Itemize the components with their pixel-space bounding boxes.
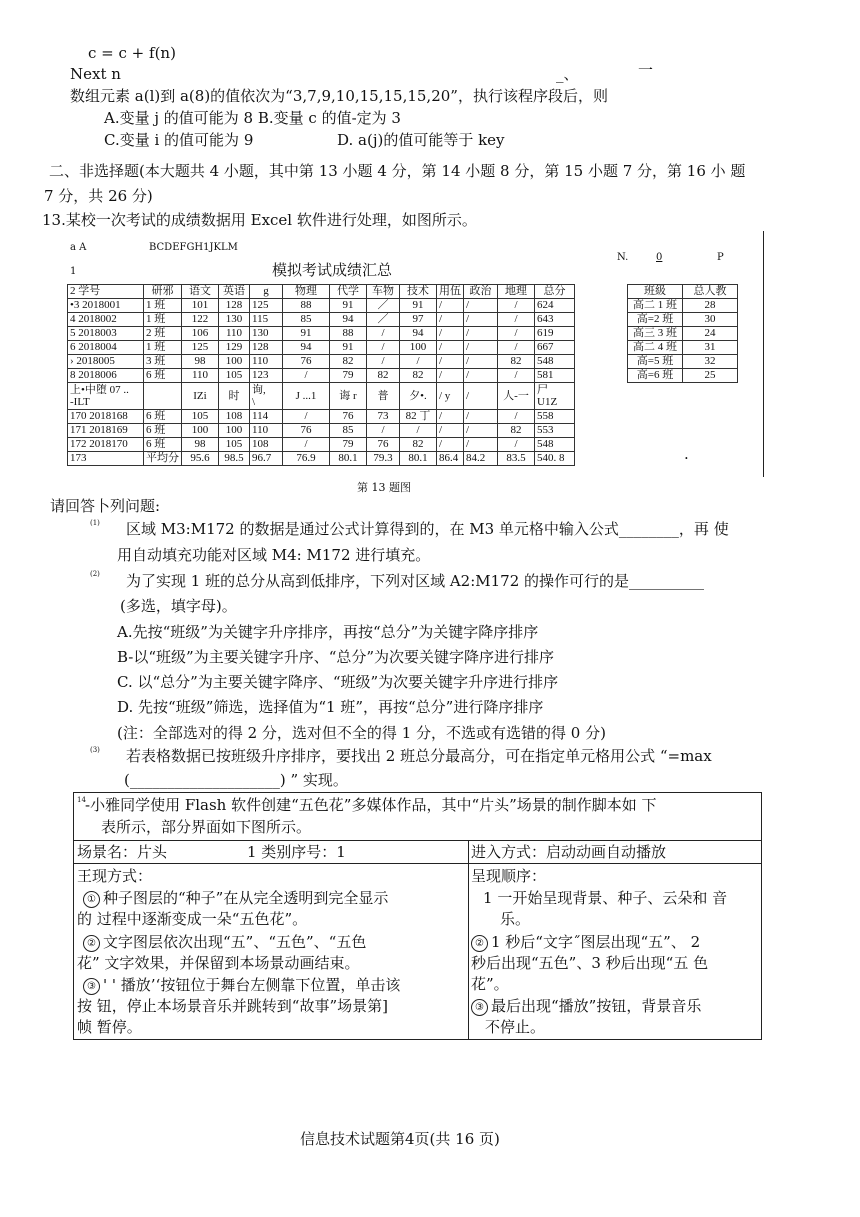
table-cell: /	[283, 438, 330, 452]
table-cell: /	[464, 299, 498, 313]
side-table-row	[628, 313, 738, 327]
table-cell: 83.5	[498, 452, 535, 466]
left-item: ① 种子图层的“种子”在从完全透明到完全显示	[83, 888, 388, 908]
table-cell: /	[464, 341, 498, 355]
table-cell	[144, 383, 182, 410]
table-cell: 76	[283, 355, 330, 369]
table-cell: /	[498, 438, 535, 452]
table-cell: 100	[182, 424, 219, 438]
table-cell: 总分	[535, 285, 575, 299]
excel-screenshot	[67, 231, 764, 477]
side-table-row	[628, 355, 738, 369]
table-cell: 96.7	[250, 452, 283, 466]
table-cell: 高二 1 班	[628, 299, 683, 313]
table-cell: 1 班	[144, 313, 182, 327]
divider	[74, 863, 761, 864]
table-cell: 1 班	[144, 341, 182, 355]
table-row	[68, 369, 575, 383]
table-cell: 108	[219, 410, 250, 424]
table-cell: g	[250, 285, 283, 299]
table-cell: 研邪	[144, 285, 182, 299]
option-d: D. 先按“班级”筛选，选择值为“1 班”，再按“总分”进行降序排序	[117, 698, 544, 716]
table-cell: 82	[400, 369, 437, 383]
q14-box	[73, 792, 762, 1040]
sub-question-number: (1)	[90, 519, 100, 527]
left-item: ② 文字图层依次出现“五”、“五色”、“五色	[83, 932, 366, 952]
table-cell: 79.3	[367, 452, 400, 466]
table-row	[68, 299, 575, 313]
stray-mark: 一	[638, 61, 654, 79]
table-row	[68, 355, 575, 369]
q14-number: 14	[77, 796, 86, 804]
table-row	[68, 327, 575, 341]
column-letter-p: P	[717, 252, 724, 263]
table-cell: 24	[683, 327, 738, 341]
table-cell: 540. 8	[535, 452, 575, 466]
sub-question-3: (____________________) ” 实现。	[124, 771, 348, 789]
table-cell: 91	[283, 327, 330, 341]
table-cell: /	[400, 355, 437, 369]
table-cell: 28	[683, 299, 738, 313]
table-cell: 询, \	[250, 383, 283, 410]
table-cell: 86.4	[437, 452, 464, 466]
table-cell: 125	[182, 341, 219, 355]
table-cell: /	[283, 410, 330, 424]
sub-question-1: 区域 M3:M172 的数据是通过公式计算得到的，在 M3 单元格中输入公式________，再 使	[126, 520, 729, 538]
option-d: D. a(j)的值可能等于 key	[337, 131, 505, 149]
entry-method: 进入方式：启动动画自动播放	[471, 843, 667, 861]
table-cell: 高三 3 班	[628, 327, 683, 341]
table-cell: 100	[400, 341, 437, 355]
table-cell: /	[498, 341, 535, 355]
right-title: 呈现顺序：	[471, 867, 547, 885]
table-cell: 物理	[283, 285, 330, 299]
table-cell: / y	[437, 383, 464, 410]
table-cell: /	[464, 369, 498, 383]
table-cell: 94	[330, 313, 367, 327]
column-letters: a A	[70, 242, 87, 253]
table-cell: /	[464, 327, 498, 341]
sub-question-2: 为了实现 1 班的总分从高到低排序，下列对区域 A2:M172 的操作可行的是__________	[126, 572, 705, 590]
table-cell: 128	[250, 341, 283, 355]
table-cell: ／	[367, 313, 400, 327]
table-cell: 车物	[367, 285, 400, 299]
table-cell: 班級	[628, 285, 683, 299]
table-cell: /	[498, 410, 535, 424]
table-cell: 122	[182, 313, 219, 327]
table-cell: 76	[330, 410, 367, 424]
table-cell: 125	[250, 299, 283, 313]
right-item: 不停止。	[485, 1018, 546, 1036]
table-cell: 73	[367, 410, 400, 424]
table-cell: 105	[182, 410, 219, 424]
table-cell: /	[437, 313, 464, 327]
option-b: B-以“班级”为主要关键字升序、“总分”为次要关键字降序进行排序	[117, 648, 555, 666]
table-cell: 105	[219, 369, 250, 383]
right-item: 1 一开始呈现背景、种子、云朵和 音	[483, 889, 728, 907]
table-row	[68, 383, 575, 410]
table-cell: /	[437, 341, 464, 355]
prompt: 请回答卜列问题:	[50, 497, 161, 515]
left-title: 王现方式：	[77, 867, 153, 885]
table-cell: /	[498, 369, 535, 383]
table-cell: 82	[400, 438, 437, 452]
table-cell: 6 班	[144, 424, 182, 438]
table-cell: /	[498, 313, 535, 327]
table-cell: 6 班	[144, 369, 182, 383]
right-item: ③ 最后出现“播放”按钮，背景音乐	[471, 996, 701, 1016]
sub-question-1: 用自动填充功能对区域 M4: M172 进行填充。	[117, 546, 431, 564]
table-cell: 2 学号	[68, 285, 144, 299]
circled-number-icon: ①	[83, 891, 100, 908]
table-cell: 98	[182, 355, 219, 369]
table-cell: 普	[367, 383, 400, 410]
table-cell: 91	[330, 341, 367, 355]
sub-question-3: 若表格数据已按班级升序排序，要找出 2 班总分最高分，可在指定单元格用公式 “=max	[126, 747, 712, 765]
table-cell: 技术	[400, 285, 437, 299]
table-cell: IZi	[182, 383, 219, 410]
table-cell: 3 班	[144, 355, 182, 369]
table-cell: 85	[283, 313, 330, 327]
table-cell: 85	[330, 424, 367, 438]
table-cell: 32	[683, 355, 738, 369]
table-cell: 114	[250, 410, 283, 424]
table-cell: /	[437, 410, 464, 424]
table-cell: 82	[498, 355, 535, 369]
table-header-row	[68, 285, 575, 299]
table-cell: 643	[535, 313, 575, 327]
table-cell: J ...1	[283, 383, 330, 410]
class-count-table	[627, 284, 738, 383]
table-cell: 平均分	[144, 452, 182, 466]
table-cell: 82	[367, 369, 400, 383]
side-table-row	[628, 285, 738, 299]
table-cell: 553	[535, 424, 575, 438]
table-cell: 100	[219, 355, 250, 369]
table-cell: 诲 r	[330, 383, 367, 410]
table-cell: 79	[330, 369, 367, 383]
table-cell: 128	[219, 299, 250, 313]
question-stem: 数组元素 a(l)到 a(8)的值依次为“3,7,9,10,15,15,15,20”，执行该程序段后，则	[70, 87, 608, 105]
table-cell: 6 班	[144, 410, 182, 424]
code-line: Next n	[70, 65, 121, 83]
table-cell: 94	[283, 341, 330, 355]
table-cell: 4 2018002	[68, 313, 144, 327]
table-cell: 548	[535, 438, 575, 452]
table-cell: 英语	[219, 285, 250, 299]
circled-number-icon: ②	[471, 935, 488, 952]
table-cell: 8 2018006	[68, 369, 144, 383]
table-cell: 100	[219, 424, 250, 438]
scene-category: 1 类别序号：1	[247, 843, 346, 861]
table-cell: 110	[219, 327, 250, 341]
table-cell: 172 2018170	[68, 438, 144, 452]
table-cell: 619	[535, 327, 575, 341]
table-cell: 110	[182, 369, 219, 383]
table-cell: 110	[250, 424, 283, 438]
table-cell: 6 2018004	[68, 341, 144, 355]
left-item: 的 过程中逐渐变成一朵“五色花”。	[77, 910, 308, 928]
table-cell: /	[367, 327, 400, 341]
scoring-note: (注：全部选对的得 2 分，选对但不全的得 1 分，不选或有选错的得 0 分)	[117, 724, 606, 742]
table-cell: 106	[182, 327, 219, 341]
table-cell: 夕•.	[400, 383, 437, 410]
scene-name: 场景名：片头	[77, 843, 168, 861]
table-cell: /	[437, 299, 464, 313]
left-item: ③ ' ' 播放’‘按钮位于舞台左侧靠下位置，单击该	[83, 975, 400, 995]
row-number: 1	[70, 266, 77, 277]
side-table-row	[628, 327, 738, 341]
table-cell: /	[367, 355, 400, 369]
table-cell: 政治	[464, 285, 498, 299]
table-cell: •3 2018001	[68, 299, 144, 313]
stray-dot: .	[684, 445, 689, 463]
stray-mark: _、	[556, 65, 579, 83]
table-cell: /	[464, 424, 498, 438]
table-cell: 76	[283, 424, 330, 438]
score-table	[67, 284, 575, 466]
table-cell: 558	[535, 410, 575, 424]
table-cell: 5 2018003	[68, 327, 144, 341]
table-cell: /	[437, 355, 464, 369]
table-cell: 88	[330, 327, 367, 341]
table-cell: /	[464, 355, 498, 369]
table-cell: 30	[683, 313, 738, 327]
table-cell: /	[437, 438, 464, 452]
circled-number-icon: ②	[83, 935, 100, 952]
table-cell: /	[464, 438, 498, 452]
table-cell: 高二 4 班	[628, 341, 683, 355]
figure-caption: 第 13 题图	[357, 481, 411, 494]
left-item: 按 钮，停止本场景音乐并跳转到“故事”场景第]	[77, 997, 388, 1015]
section-heading: 7 分，共 26 分)	[44, 187, 153, 205]
table-cell: 98.5	[219, 452, 250, 466]
table-cell: 130	[219, 313, 250, 327]
table-row	[68, 341, 575, 355]
table-row	[68, 410, 575, 424]
q13-intro: 13.某校一次考试的成绩数据用 Excel 软件进行处理，如图所示。	[42, 211, 477, 229]
table-cell: 105	[219, 438, 250, 452]
side-table-row	[628, 369, 738, 383]
page-footer: 信息技术试题第4页(共 16 页)	[300, 1130, 500, 1148]
table-cell: 总人教	[683, 285, 738, 299]
table-cell: 时	[219, 383, 250, 410]
table-cell: 88	[283, 299, 330, 313]
table-cell: 上•中堕 07 .. -ILT	[68, 383, 144, 410]
table-cell: /	[498, 299, 535, 313]
table-row	[68, 313, 575, 327]
sub-question-2: (多选，填字母)。	[120, 597, 237, 615]
table-cell: /	[400, 424, 437, 438]
table-cell: 171 2018169	[68, 424, 144, 438]
table-row	[68, 452, 575, 466]
section-heading: 二、非选择题(本大题共 4 小题，其中第 13 小题 4 分，第 14 小题 8 分，第 15 小题 7 分，第 16 小 题	[49, 162, 746, 180]
table-cell: 地理	[498, 285, 535, 299]
side-table-row	[628, 341, 738, 355]
table-cell: 人-一	[498, 383, 535, 410]
q14-intro: -小雅同学使用 Flash 软件创建“五色花”多媒体作品，其中“片头”场景的制作脚本如 下	[85, 796, 657, 814]
table-cell: 170 2018168	[68, 410, 144, 424]
right-item: ② 1 秒后“文字˝图层出现“五”、 2	[471, 932, 700, 952]
right-item: 乐。	[500, 910, 531, 928]
table-cell: /	[437, 369, 464, 383]
table-cell: 95.6	[182, 452, 219, 466]
table-cell: 1 班	[144, 299, 182, 313]
table-cell: 语文	[182, 285, 219, 299]
table-cell: /	[437, 327, 464, 341]
table-cell: 91	[400, 299, 437, 313]
table-cell: 2 班	[144, 327, 182, 341]
figure-border	[763, 231, 764, 477]
table-cell: 84.2	[464, 452, 498, 466]
table-cell: 76	[367, 438, 400, 452]
table-cell: 110	[250, 355, 283, 369]
table-cell: 123	[250, 369, 283, 383]
table-cell: 代学	[330, 285, 367, 299]
left-item: 花” 文字效果，并保留到本场景动画结束。	[77, 954, 360, 972]
table-cell: 108	[250, 438, 283, 452]
left-item: 帧 暂停。	[77, 1018, 142, 1036]
sub-question-number: (2)	[90, 570, 100, 578]
table-cell: 用伍	[437, 285, 464, 299]
table-cell: › 2018005	[68, 355, 144, 369]
table-row	[68, 438, 575, 452]
table-cell: 高=2 班	[628, 313, 683, 327]
table-cell: 667	[535, 341, 575, 355]
table-cell: /	[283, 369, 330, 383]
table-cell: 581	[535, 369, 575, 383]
right-item: 花”。	[471, 975, 509, 993]
table-cell: 173	[68, 452, 144, 466]
table-cell: 94	[400, 327, 437, 341]
right-item: 秒后出现“五色”、3 秒后出现“五 色	[471, 954, 709, 972]
divider	[468, 840, 469, 1039]
table-cell: 129	[219, 341, 250, 355]
option-c: C.变量 i 的值可能为 9	[104, 131, 254, 149]
table-cell: /	[367, 424, 400, 438]
table-cell: 91	[330, 299, 367, 313]
table-cell: 80.1	[330, 452, 367, 466]
table-cell: 31	[683, 341, 738, 355]
sub-question-number: (3)	[90, 746, 100, 754]
table-cell: 98	[182, 438, 219, 452]
code-line: c = c + f(n)	[88, 44, 176, 62]
table-cell: ／	[367, 299, 400, 313]
table-cell: 624	[535, 299, 575, 313]
table-cell: 82	[498, 424, 535, 438]
table-cell: /	[464, 383, 498, 410]
table-cell: /	[464, 313, 498, 327]
table-cell: /	[367, 341, 400, 355]
table-cell: 76.9	[283, 452, 330, 466]
table-cell: 6 班	[144, 438, 182, 452]
option-line: A.变量 j 的值可能为 8 B.变量 c 的值-定为 3	[104, 109, 401, 127]
divider	[74, 840, 761, 841]
option-a: A.先按“班级”为关键字升序排序，再按“总分”为关键字降序排序	[117, 623, 539, 641]
circled-number-icon: ③	[471, 999, 488, 1016]
table-row	[68, 424, 575, 438]
table-cell: /	[437, 424, 464, 438]
table-cell: 548	[535, 355, 575, 369]
column-letter-o: 0	[656, 252, 663, 263]
table-cell: 80.1	[400, 452, 437, 466]
table-cell: 97	[400, 313, 437, 327]
table-cell: 115	[250, 313, 283, 327]
table-cell: /	[498, 327, 535, 341]
table-cell: 82	[330, 355, 367, 369]
circled-number-icon: ③	[83, 978, 100, 995]
table-cell: 101	[182, 299, 219, 313]
table-cell: 130	[250, 327, 283, 341]
table-cell: 尸 U1Z	[535, 383, 575, 410]
table-cell: 79	[330, 438, 367, 452]
table-cell: 25	[683, 369, 738, 383]
option-c: C. 以“总分”为主要关键字降序、“班级”为次要关键字升序进行排序	[117, 673, 559, 691]
side-table-row	[628, 299, 738, 313]
column-letter-n: N.	[617, 252, 629, 263]
table-cell: 高=6 班	[628, 369, 683, 383]
sheet-title: 模拟考试成绩汇总	[272, 261, 393, 279]
table-cell: 高=5 班	[628, 355, 683, 369]
table-cell: /	[464, 410, 498, 424]
table-cell: 82 丁	[400, 410, 437, 424]
q14-intro: 表所示，部分界面如下图所示。	[101, 818, 312, 836]
column-letters: BCDEFGH1JKLM	[149, 242, 238, 253]
